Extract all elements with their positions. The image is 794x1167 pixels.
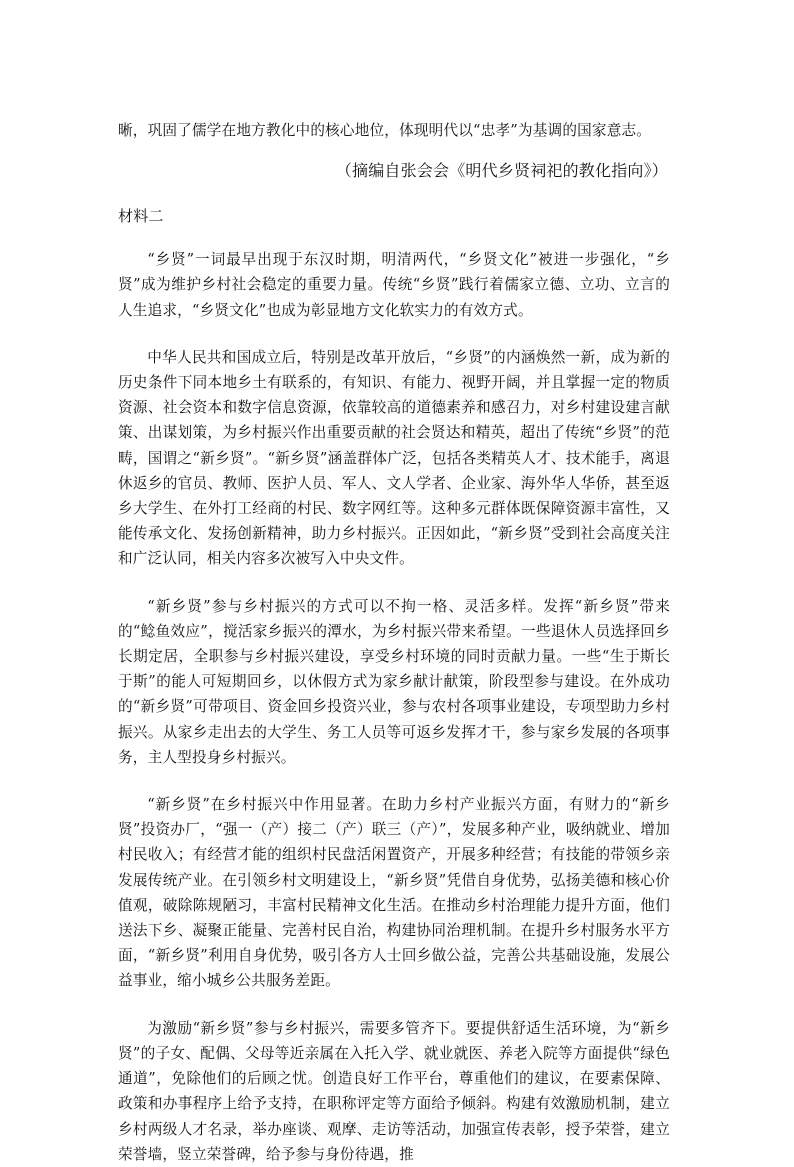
body-paragraph-1: “乡贤”一词最早出现于东汉时期，明清两代，“乡贤文化”被进一步强化，“乡贤”成为维护乡村社会稳定的重要力量。传统“乡贤”践行着儒家立德、立功、立言的人生追求，“乡贤文化”也成为彰显地方文化软实力的有效方式。 bbox=[118, 251, 670, 319]
source-citation: （摘编自张会会《明代乡贤祠祀的教化指向》） bbox=[335, 161, 668, 181]
body-paragraph-3: “新乡贤”参与乡村振兴的方式可以不拘一格、灵活多样。发挥“新乡贤”带来的“鲶鱼效应”，搅活家乡振兴的潭水，为乡村振兴带来希望。一些退休人员选择回乡长期定居，全职参与乡村振兴建设，享受乡村环境的同时贡献力量。一些“生于斯长于斯”的能人可短期回乡，以休假方式为家乡献计献策，阶段型参与建设。在外成功的“新乡贤”可带项目、资金回乡投资兴业，参与农村各项事业建设，专项型助力乡村振兴。从家乡走出去的大学生、务工人员等可返乡发挥才干，参与家乡发展的各项事务，主人型投身乡村振兴。 bbox=[118, 597, 670, 766]
section-heading: 材料二 bbox=[118, 207, 164, 226]
body-paragraph-4: “新乡贤”在乡村振兴中作用显著。在助力乡村产业振兴方面，有财力的“新乡贤”投资办厂，“强一（产）接二（产）联三（产）”，发展多种产业，吸纳就业、增加村民收入；有经营才能的组织村民盘活闲置资产，开展多种经营；有技能的带领乡亲发展传统产业。在引领乡村文明建设上，“新乡贤”凭借自身优势，弘扬美德和核心价值观，破除陈规陋习，丰富村民精神文化生活。在推动乡村治理能力提升方面，他们送法下乡、凝聚正能量、完善村民自治，构建协同治理机制。在提升乡村服务水平方面，“新乡贤”利用自身优势，吸引各方人士回乡做公益，完善公共基础设施，发展公益事业，缩小城乡公共服务差距。 bbox=[118, 796, 670, 990]
body-paragraph-5: 为激励“新乡贤”参与乡村振兴，需要多管齐下。要提供舒适生活环境，为“新乡贤”的子女、配偶、父母等近亲属在入托入学、就业就医、养老入院等方面提供“绿色通道”，免除他们的后顾之忧。创造良好工作平台，尊重他们的建议，在要素保障、政策和办事程序上给予支持，在职称评定等方面给予倾斜。构建有效激励机制，建立乡村两级人才名录，举办座谈、观摩、走访等活动，加强宣传表彰，授予荣誉，建立荣誉墙，竖立荣誉碑，给予参与身份待遇，推 bbox=[118, 1019, 670, 1163]
body-paragraph-2: 中华人民共和国成立后，特别是改革开放后，“乡贤”的内涵焕然一新，成为新的历史条件下同本地乡土有联系的，有知识、有能力、视野开阔，并且掌握一定的物质资源、社会资本和数字信息资源，依靠较高的道德素养和感召力，对乡村建设建言献策、出谋划策，为乡村振兴作出重要贡献的社会贤达和精英，超出了传统“乡贤”的范畴，国谓之“新乡贤”。“新乡贤”涵盖群体广泛，包括各类精英人才、技术能手，离退休返乡的官员、教师、医护人员、军人、文人学者、企业家、海外华人华侨，甚至返乡大学生、在外打工经商的村民、数字网红等。这种多元群体既保障资源丰富性，又能传承文化、发扬创新精神，助力乡村振兴。正因如此，“新乡贤”受到社会高度关注和广泛认同，相关内容多次被写入中央文件。 bbox=[118, 348, 670, 568]
intro-paragraph: 晰，巩固了儒学在地方教化中的核心地位，体现明代以“忠孝”为基调的国家意志。 bbox=[118, 122, 652, 139]
document-page bbox=[118, 118, 670, 1167]
